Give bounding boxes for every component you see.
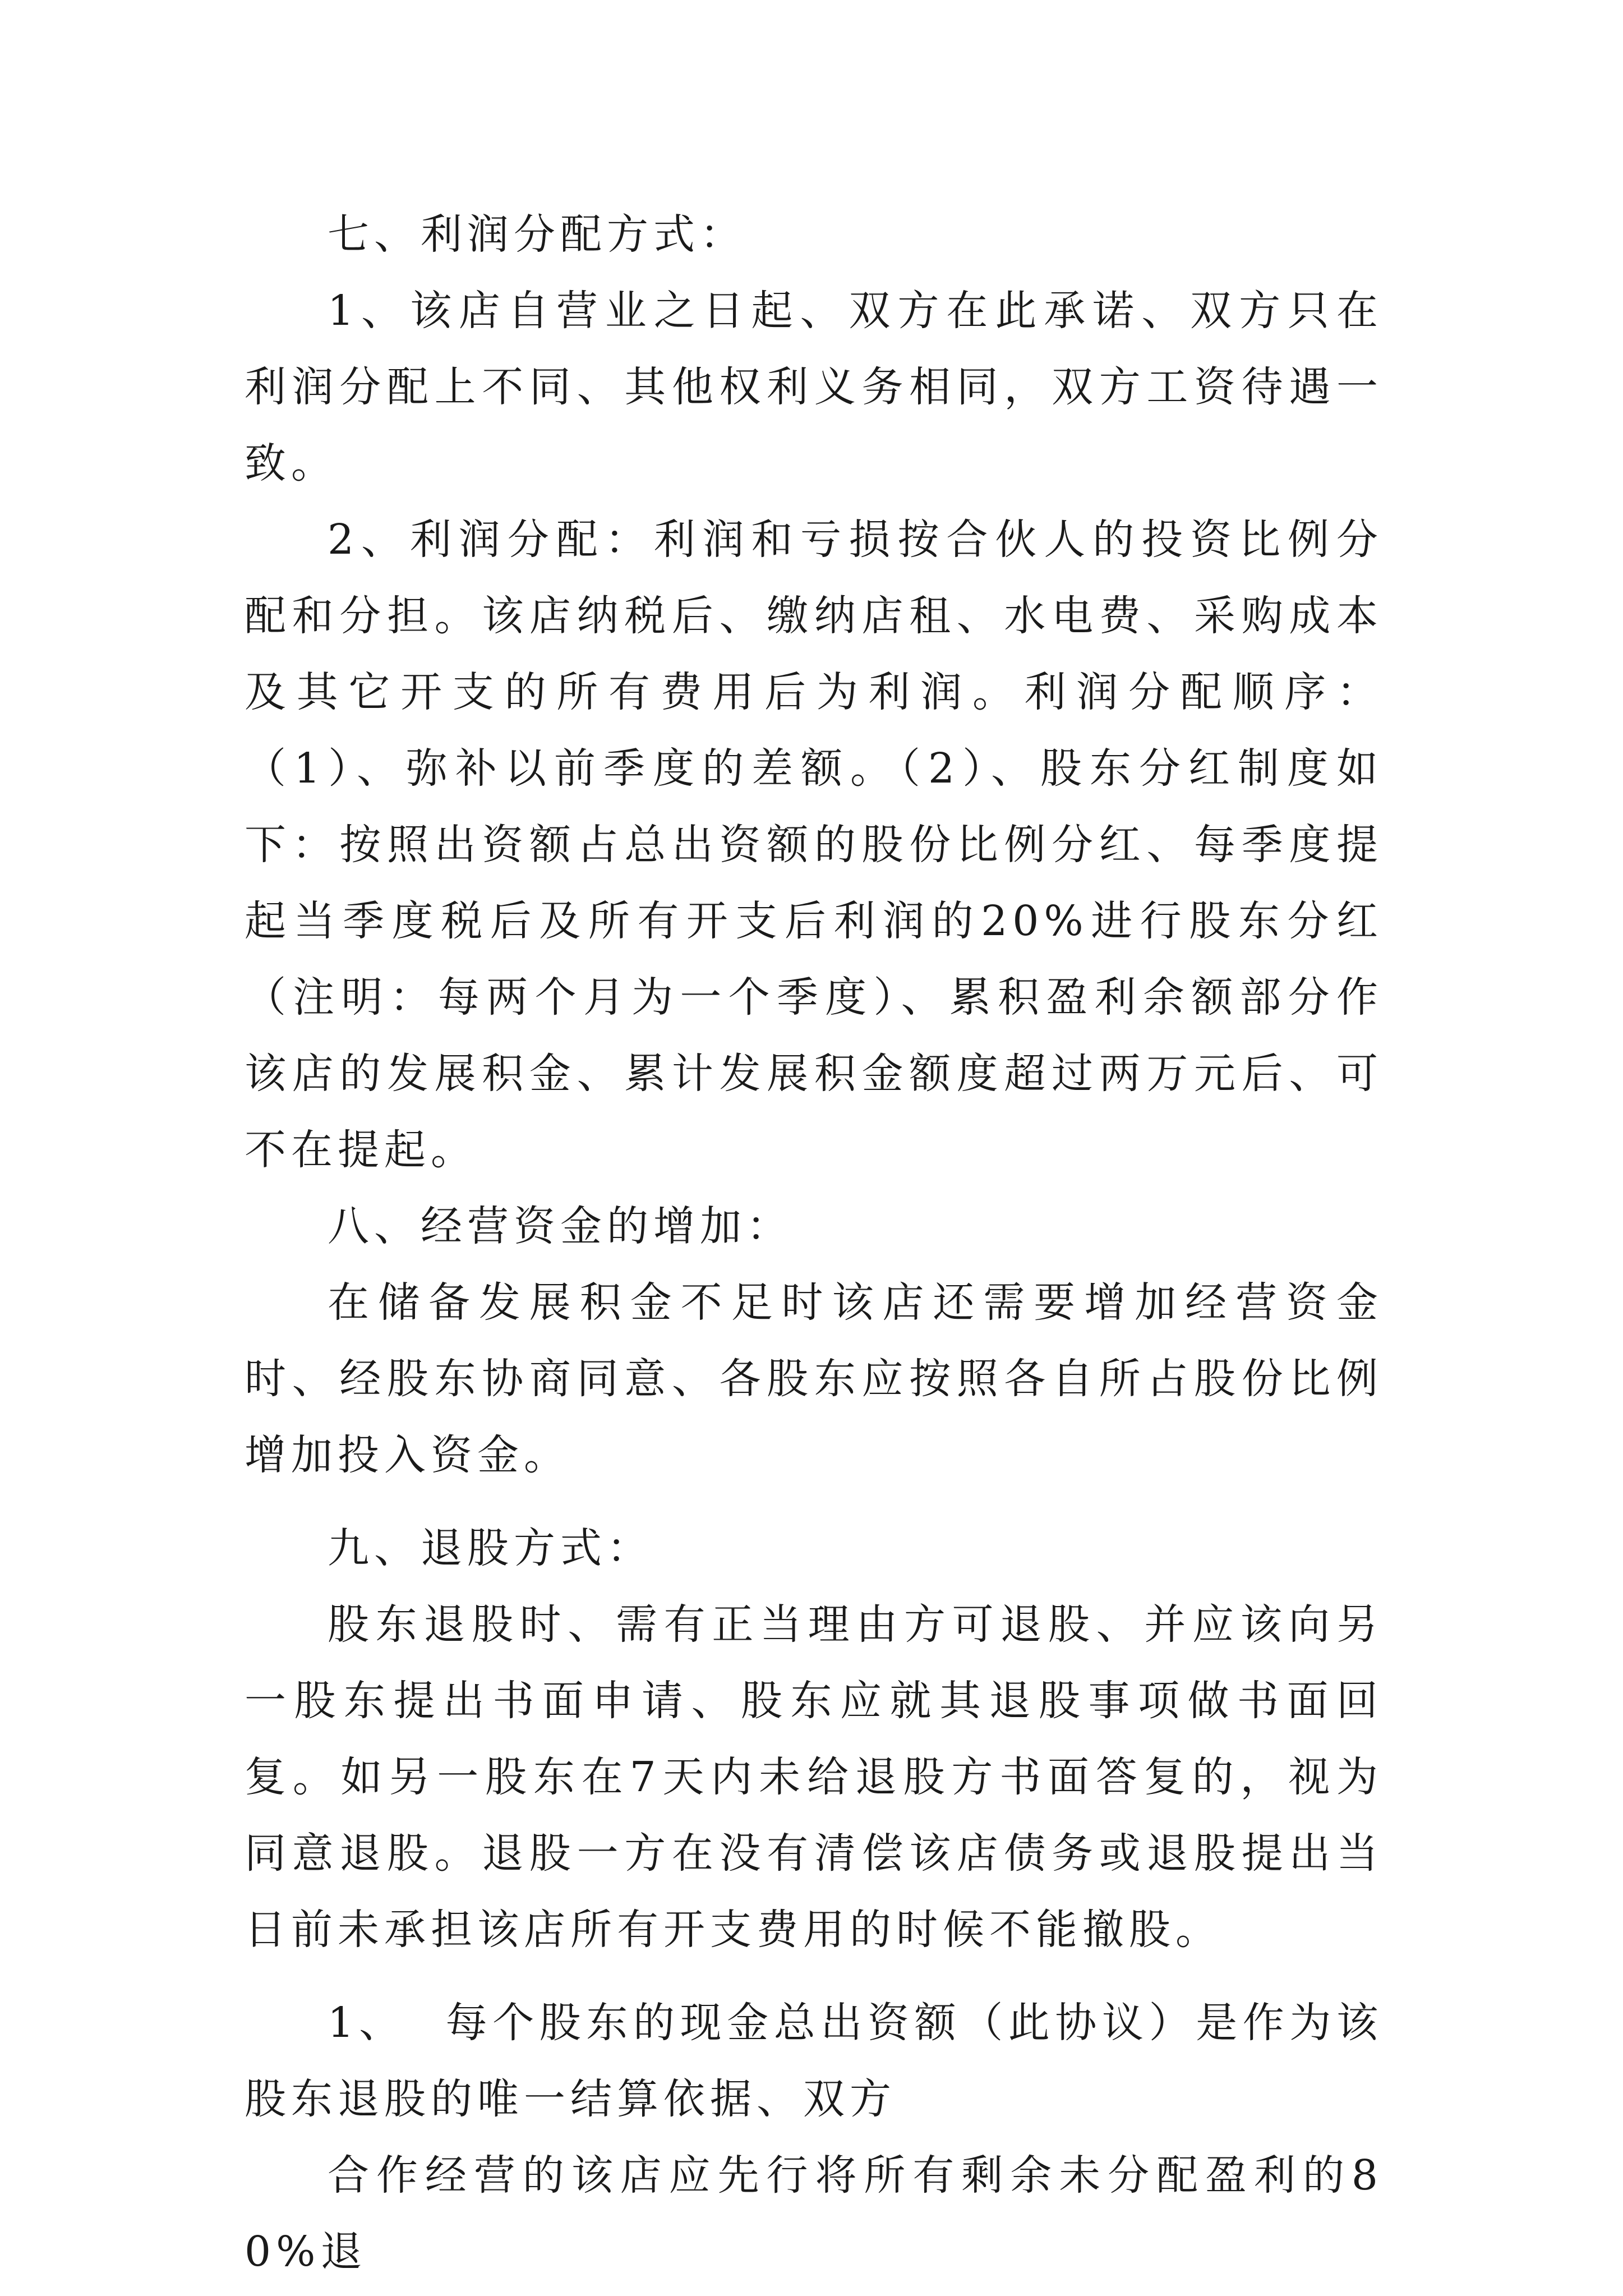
section-9-item-1 xyxy=(245,1985,1383,2137)
document-body xyxy=(245,196,1383,2290)
section-7-paragraph-1: 1、该店自营业之日起、双方在此承诺、双方只在利润分配上不同、其他权利义务相同，双方工资待遇一致。 xyxy=(245,287,1383,487)
section-9-item-1-text: 每个股东的现金总出资额（此协议）是作为该股东退股的唯一结算依据、双方 xyxy=(245,1999,1383,2123)
section-heading-8: 八、经营资金的增加： xyxy=(328,1202,793,1250)
section-heading-9: 九、退股方式： xyxy=(328,1524,653,1572)
section-9-paragraph-1: 股东退股时、需有正当理由方可退股、并应该向另一股东提出书面申请、股东应就其退股事项做书面回复。如另一股东在7天内未给退股方书面答复的，视为同意退股。退股一方在没有清偿该店债务或退股提出当日前未承担该店所有开支费用的时候不能撤股。 xyxy=(245,1600,1383,1954)
section-heading-7: 七、利润分配方式： xyxy=(328,210,746,259)
section-8-paragraph-1: 在储备发展积金不足时该店还需要增加经营资金时、经股东协商同意、各股东应按照各自所占股份比例增加投入资金。 xyxy=(245,1278,1383,1479)
section-9-last-paragraph: 合作经营的该店应先行将所有剩余未分配盈利的80%退 xyxy=(245,2151,1383,2276)
section-7-paragraph-2: 2、利润分配：利润和亏损按合伙人的投资比例分配和分担。该店纳税后、缴纳店租、水电费、采购成本及其它开支的所有费用后为利润。利润分配顺序：（1）、弥补以前季度的差额。（2）、股东分红制度如下：按照出资额占总出资额的股份比例分红、每季度提起当季度税后及所有开支后利润的20%进行股东分红（注明：每两个月为一个季度）、累积盈利余额部分作该店的发展积金、累计发展积金额度超过两万元后、可不在提起。 xyxy=(245,516,1383,1174)
section-9-item-1-number: 1、 xyxy=(328,1999,406,2047)
